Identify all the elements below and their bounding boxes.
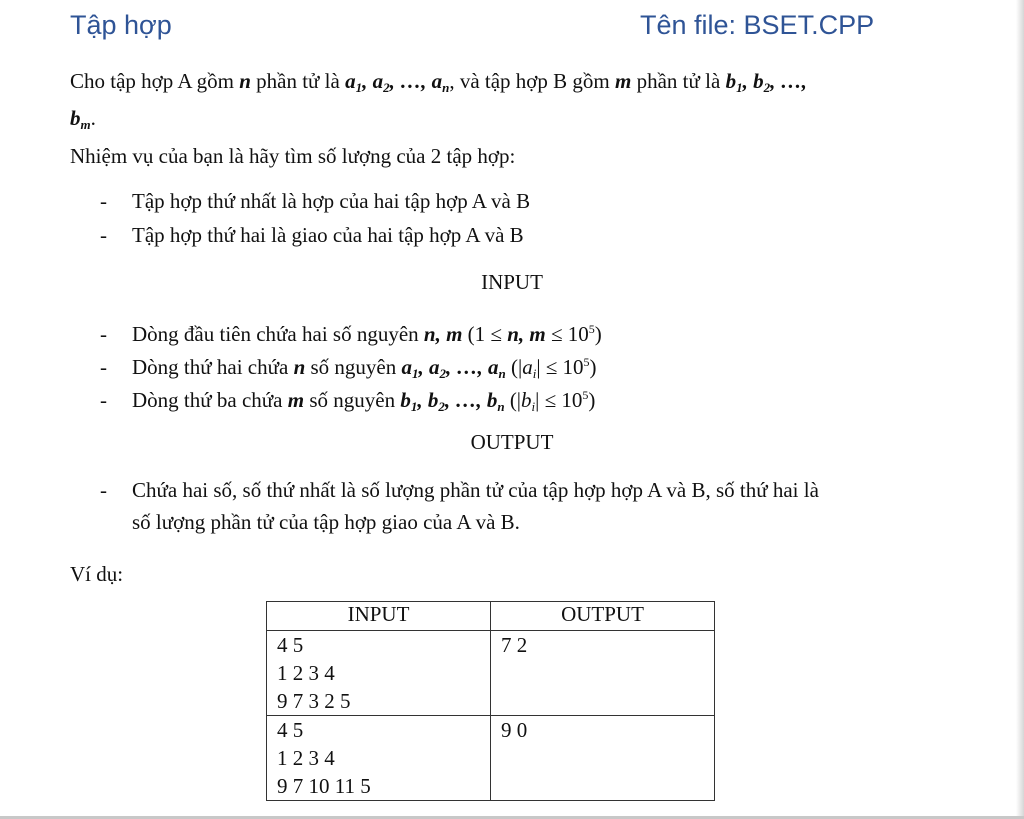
example-header-input: INPUT [267,602,491,631]
example-label: Ví dụ: [70,562,124,586]
input-heading: INPUT [481,270,543,294]
example-input-cell: 4 5 1 2 3 4 9 7 10 11 5 [267,716,491,801]
task-statement: Nhiệm vụ của bạn là hãy tìm số lượng của 2 tập hợp: [70,144,516,168]
example-table-header [267,602,715,631]
example-input-cell: 4 5 1 2 3 4 9 7 3 2 5 [267,631,491,716]
problem-title: Tập hợp [70,10,172,40]
table-row [267,631,715,716]
example-table [266,601,715,801]
example-header-output: OUTPUT [491,602,715,631]
input-item-second-line: - Dòng thứ hai chứa n số nguyên $a_1$, $a_2$, …, $a_n$ $(|a_i| \le 10^5)$ [100,355,597,381]
intro-paragraph: Cho tập hợp A gồm n phần tử là $a_1$, $a_2$, …, $a_n$, và tập hợp B gồm m phần tử là $b_1$, $b_2$, …, $b_m$. [70,69,807,132]
window-edge-shadow [1016,0,1024,819]
output-item: - Chứa hai số, số thứ nhất là số lượng phần tử của tập hợp hợp A và B, số thứ hai là số lượng phần tử của tập hợp giao của A và B. [100,478,819,534]
input-item-first-line: - Dòng đầu tiên chứa hai số nguyên n, m (1 ≤ n, $m \le 10^5$) [100,322,602,346]
task-item-union: - Tập hợp thứ nhất là hợp của hai tập hợp A và B [100,189,531,213]
input-item-third-line: - Dòng thứ ba chứa m số nguyên $b_1$, $b_2$, …, $b_n$ $(|b_i| \le 10^5)$ [100,388,596,414]
output-heading: OUTPUT [470,430,554,454]
task-item-intersection: - Tập hợp thứ hai là giao của hai tập hợp A và B [100,223,524,247]
table-row [267,716,715,801]
file-name-label: Tên file: BSET.CPP [640,10,875,40]
example-output-cell: 9 0 [491,716,715,801]
example-output-cell: 7 2 [491,631,715,716]
